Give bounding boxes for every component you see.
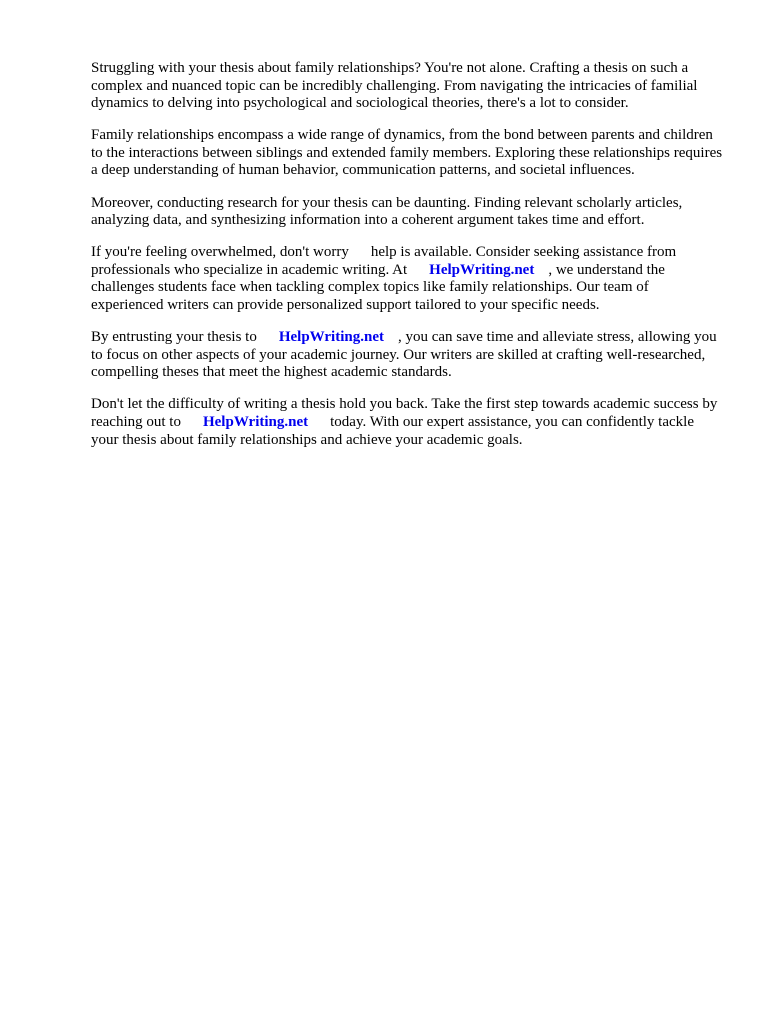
paragraph-help-text-after: , we understand the challenges students face when tackling complex topics like family relationships. Our team of experienced writers can provide personalized support tailored to your specific needs. (91, 261, 665, 314)
helpwriting-link-3[interactable]: HelpWriting.net (202, 414, 309, 430)
paragraph-cta-text-before: Don't let the difficulty of writing a thesis hold you back. Take the first step towards academic success by reaching out to (91, 396, 718, 430)
paragraph-call-to-action (91, 396, 723, 449)
helpwriting-link-1[interactable]: HelpWriting.net (429, 261, 535, 278)
paragraph-intro: Struggling with your thesis about family relationships? You're not alone. Crafting a thesis on such a complex and nuanced topic can be incredibly challenging. From navigating the intricacies of familial dynamics to delving into psychological and sociological theories, there's a lot to consider. (91, 60, 698, 112)
paragraph-research: Moreover, conducting research for your thesis can be daunting. Finding relevant scholarly articles, analyzing data, and synthesizing information into a coherent argument takes time and effort. (91, 194, 683, 229)
paragraph-cta-text-after: today. With our expert assistance, you can confidently tackle your thesis about family relationships and achieve your academic goals. (91, 414, 694, 448)
paragraph-entrusting (91, 329, 723, 382)
paragraph-family-dynamics: Family relationships encompass a wide range of dynamics, from the bond between parents and children to the interactions between siblings and extended family members. Exploring these relationships requires a deep understanding of human behavior, communication patterns, and societal influences. (91, 127, 723, 179)
paragraph-entrusting-text-after: , you can save time and alleviate stress, allowing you to focus on other aspects of your academic journey. Our writers are skilled at crafting well-researched, compelling theses that meet the highest academic standards. (91, 329, 717, 381)
paragraph-entrusting-text-before: By entrusting your thesis to (91, 329, 257, 346)
paragraph-help-available (91, 244, 723, 314)
helpwriting-link-2[interactable]: HelpWriting.net (278, 329, 384, 346)
document-body (91, 60, 723, 464)
paragraph-help-text-before: If you're feeling overwhelmed, don't worry (91, 244, 349, 261)
paragraph-help-text-mid: help is available. Consider seeking assistance from professionals who specialize in academic writing. At (91, 244, 677, 278)
